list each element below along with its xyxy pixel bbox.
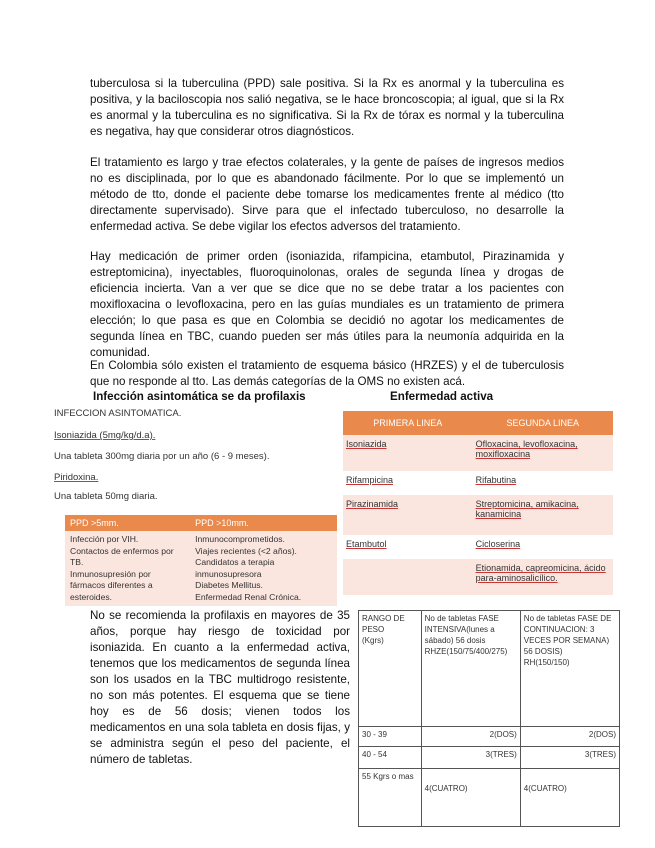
dose-header-intensive: No de tabletas FASE INTENSIVA(lunes a sábado) 56 dosis RHZE(150/75/400/275) — [421, 611, 520, 727]
drug-line-table — [343, 411, 613, 595]
ppd-table — [65, 515, 337, 606]
heading-latent: Infección asintomática se da profilaxis — [93, 390, 306, 403]
drug-cell: Isoniazida — [343, 435, 473, 471]
paragraph-prophylaxis: No se recomienda la profilaxis en mayores de 35 años, porque hay riesgo de toxicidad por isoniazida. En cuanto a la enfermedad activa, tenemos que los medicamentos de segunda línea son los usados en la TBC multidrogo resistente, no son más potentes. El esquema que se tiene hoy es de 56 dosis; vienen todos los medicamentos en una sola tableta en dosis fijas, y se administra según el peso del paciente, el número de tabletas. — [90, 609, 350, 766]
dose-header-continuation: No de tabletas FASE DE CONTINUACION: 3 VECES POR SEMANA) 56 DOSIS) RH(150/150) — [520, 611, 619, 727]
paragraph-treatment: El tratamiento es largo y trae efectos colaterales, y la gente de países de ingresos medios no es disciplinada, por lo que es abandonado fácilmente. Por lo que se implementó un método de tto, donde el paciente debe tomarse los medicamentes frente al médico (tto directamente supervisado). Sirve para que el infectado tuberculoso, no desarrolle la enfermedad activa. Se debe vigilar los efectos adversos del tratamiento. — [90, 156, 564, 233]
drug-cell: Cicloserina — [475, 539, 521, 549]
paragraph-ppd: tuberculosa si la tuberculina (PPD) sale positiva. Si la Rx es anormal y la tuberculina es positiva, y la baciloscopia nos salió negativa, se le hace broncoscopia; al igual, que si la Rx es anormal y la tuberculina es no significativa. Si la Rx de tórax es normal y la tuberculina es negativa, hay que considerar otros diagnósticos. — [90, 77, 564, 138]
ppd-header-10mm: PPD >10mm. — [190, 515, 337, 531]
latent-dose-isoniazida: Una tableta 300mg diaria por un año (6 - 9 meses). — [54, 451, 270, 462]
drug-cell: Rifampicina — [346, 475, 394, 485]
dose-cell: 2(DOS) — [421, 727, 520, 747]
ppd-cell-5mm: Infección por VIH. Contactos de enfermos por TB. Inmunosupresión por fármacos diferentes a esteroides. — [65, 531, 190, 606]
dose-cell: 30 - 39 — [359, 727, 422, 747]
drug-cell: Etambutol — [346, 539, 387, 549]
dose-cell: 4(CUATRO) — [421, 769, 520, 827]
drug-cell — [343, 559, 473, 595]
drug-cell: Etionamida, capreomicina, ácido para-aminosalicílico. — [473, 559, 613, 595]
dose-cell: 55 Kgrs o mas — [359, 769, 422, 827]
dose-table — [358, 610, 620, 827]
drug-cell: Pirazinamida — [343, 495, 473, 535]
latent-drug-piridoxina: Piridoxina. — [54, 472, 99, 483]
ppd-cell-10mm: Inmunocomprometidos. Viajes recientes (<2 años). Candidatos a terapia inmunosupresora Diabetes Mellitus. Enfermedad Renal Crónica. — [190, 531, 337, 606]
drug-header-first: PRIMERA LINEA — [343, 411, 473, 435]
dose-cell: 4(CUATRO) — [520, 769, 619, 827]
drug-header-second: SEGUNDA LINEA — [473, 411, 613, 435]
ppd-header-5mm: PPD >5mm. — [65, 515, 190, 531]
latent-title: INFECCION ASINTOMATICA. — [54, 408, 182, 419]
drug-cell: Ofloxacina, levofloxacina, moxifloxacina — [473, 435, 613, 471]
paragraph-medication: Hay medicación de primer orden (isoniazida, rifampicina, etambutol, Pirazinamida y estreptomicina), inyectables, fluoroquinolonas, orales de segunda línea y drogas de eficiencia incierta. Van a ver que se dice que no se debe tratar a los pacientes con moxifloxacina o levofloxacina, pero en las guías mundiales es un tratamiento de primera elección; lo que pasa es que en Colombia se decidió no agotar los medicamentes de segunda línea en TBC, cuando pueden ser más útiles para la neumonía adquirida en la comunidad. — [90, 250, 564, 359]
latent-drug-isoniazida: Isoniazida (5mg/kg/d.a). — [54, 430, 156, 441]
heading-active: Enfermedad activa — [390, 390, 494, 403]
dose-cell: 3(TRES) — [421, 747, 520, 769]
dose-cell: 40 - 54 — [359, 747, 422, 769]
latent-dose-piridoxina: Una tableta 50mg diaria. — [54, 491, 158, 502]
dose-cell: 2(DOS) — [520, 727, 619, 747]
dose-cell: 3(TRES) — [520, 747, 619, 769]
drug-cell: Streptomicina, amikacina, kanamicina — [473, 495, 613, 535]
drug-cell: Rifabutina — [475, 475, 517, 485]
dose-header-weight: RANGO DE PESO (Kgrs) — [359, 611, 422, 727]
paragraph-colombia: En Colombia sólo existen el tratamiento de esquema básico (HRZES) y el de tuberculosis que no responde al tto. Las demás categorías de la OMS no existen acá. — [90, 359, 564, 388]
